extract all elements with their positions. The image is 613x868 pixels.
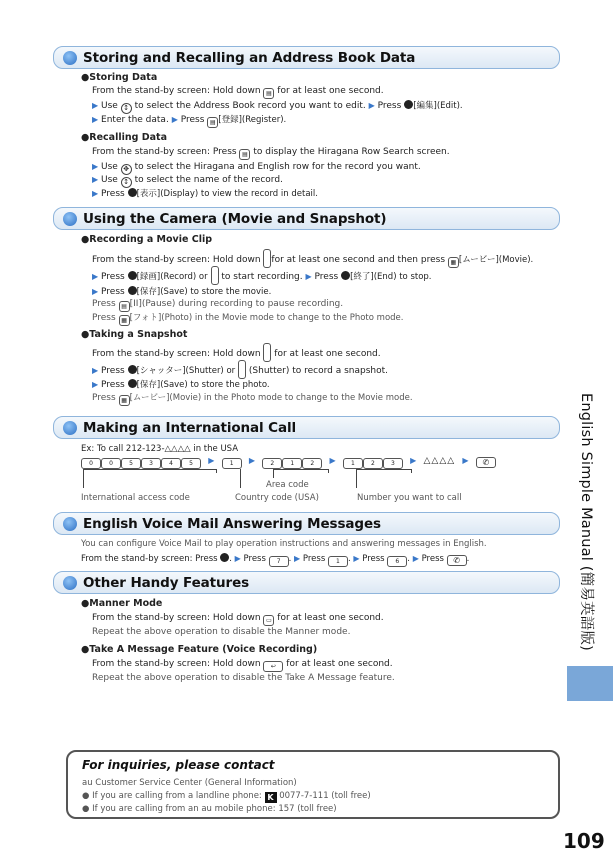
section-title: Using the Camera (Movie and Snapshot) xyxy=(83,210,387,227)
side-label-text: English Simple Manual (簡易英語版) xyxy=(578,393,594,651)
section-title: Making an International Call xyxy=(83,419,297,436)
text: Press xyxy=(101,380,125,390)
side-tab-marker xyxy=(567,666,613,701)
text: From the stand-by screen: Press xyxy=(81,554,218,564)
bracket-line xyxy=(273,469,328,470)
label-country-code: Country code (USA) xyxy=(235,493,319,503)
text: Press xyxy=(302,554,326,564)
text: From the stand-by screen: Hold down xyxy=(92,659,261,669)
bracket-line xyxy=(83,469,84,488)
inquiry-title: For inquiries, please contact xyxy=(82,758,275,772)
text: to start recording. xyxy=(221,272,303,282)
digit-key: 2 xyxy=(363,458,383,469)
text: From the stand-by screen: Hold down xyxy=(92,349,261,359)
digit-key: 1 xyxy=(343,458,363,469)
section-bullet-icon xyxy=(63,51,77,65)
section-title: Other Handy Features xyxy=(83,574,250,591)
manner-heading: ●Manner Mode xyxy=(81,598,163,609)
page-number: 109 xyxy=(563,829,605,853)
text: Press xyxy=(362,554,385,564)
text: Press xyxy=(377,101,402,111)
side-key-icon xyxy=(238,360,246,379)
section-title: English Voice Mail Answering Messages xyxy=(83,515,381,532)
text: for at least one second and then press xyxy=(271,255,446,265)
text: Press xyxy=(92,313,116,323)
text: ● If you are calling from a landline phone: xyxy=(82,791,262,801)
center-key-icon xyxy=(404,100,413,109)
inquiry-mobile: ● If you are calling from an au mobile phone: 157 (toll free) xyxy=(82,804,337,814)
recall-lead xyxy=(92,146,450,160)
camera-key-icon: ▦ xyxy=(119,315,130,326)
arrow-icon: ▶ xyxy=(92,380,99,389)
text: Use xyxy=(101,101,118,111)
bracket-line xyxy=(216,469,217,473)
bracket-line xyxy=(273,469,274,478)
take-message-heading: ●Take A Message Feature (Voice Recording) xyxy=(81,644,318,655)
section-header-intl-call xyxy=(53,416,560,439)
center-key-icon xyxy=(128,379,137,388)
clear-key-icon: ↩ xyxy=(263,661,283,672)
text: Press xyxy=(101,287,125,297)
text: Use xyxy=(101,162,118,172)
center-key-icon xyxy=(341,271,350,280)
text: Press xyxy=(421,554,444,564)
arrow-icon: ▶ xyxy=(92,189,99,198)
arrow-icon: ▶ xyxy=(92,272,99,281)
bracket-line xyxy=(411,469,412,473)
toll-free-logo-icon: K xyxy=(265,792,277,803)
text: [表示](Display) to view the record in detail. xyxy=(136,189,318,199)
text: [II](Pause) during recording to pause recording. xyxy=(129,299,344,309)
storing-lead xyxy=(92,85,384,99)
label-access-code: International access code xyxy=(81,493,190,503)
inquiry-landline xyxy=(82,790,371,803)
arrow-icon: ▶ xyxy=(353,554,360,563)
center-key-icon xyxy=(220,553,229,562)
text: for at least one second. xyxy=(277,613,384,623)
text: Press xyxy=(314,272,339,282)
text: for at least one second. xyxy=(286,659,393,669)
take-message-note: Repeat the above operation to disable the Take A Message feature. xyxy=(92,673,395,683)
movie-step-2 xyxy=(92,285,271,299)
bracket-line xyxy=(328,469,329,473)
digit-key: 4 xyxy=(161,458,181,469)
text: to display the Hiragana Row Search screen. xyxy=(253,147,450,157)
center-key-icon xyxy=(128,365,137,374)
arrow-icon: ▶ xyxy=(208,456,215,465)
section-header-other xyxy=(53,571,560,594)
camera-key-icon: ▦ xyxy=(448,257,459,268)
take-message-lead xyxy=(92,658,393,672)
snapshot-step-2 xyxy=(92,378,270,392)
arrow-icon: ▶ xyxy=(234,554,241,563)
side-key-icon xyxy=(211,266,219,285)
snapshot-step-1 xyxy=(92,360,388,379)
text: Use xyxy=(101,175,118,185)
arrow-icon: ▶ xyxy=(248,456,256,465)
digit-key: 1 xyxy=(328,556,348,567)
label-number: Number you want to call xyxy=(357,493,462,503)
digit-key: 7 xyxy=(269,556,289,567)
text: Enter the data. xyxy=(101,115,169,125)
menu-key-icon: ▤ xyxy=(239,149,250,160)
arrow-icon: ▶ xyxy=(92,366,99,375)
digit-key: 2 xyxy=(302,458,322,469)
text: [保存](Save) to store the photo. xyxy=(136,380,270,390)
digit-key: 1 xyxy=(222,458,242,469)
recall-heading: ●Recalling Data xyxy=(81,132,167,143)
recall-step-3 xyxy=(92,187,318,201)
arrow-icon: ▶ xyxy=(305,272,312,281)
up-down-key-icon: ↕ xyxy=(121,103,132,114)
section-bullet-icon xyxy=(63,576,77,590)
manner-note: Repeat the above operation to disable the Manner mode. xyxy=(92,627,351,637)
text: 0077-7-111 (toll free) xyxy=(279,791,371,801)
text: to select the Hiragana and English row for the record you want. xyxy=(134,162,421,172)
voicemail-steps: From the stand-by screen: Press . ▶ Press 7 . ▶ Press 1 . ▶ Press 6 . ▶ Press ✆ . xyxy=(81,554,470,565)
dial-sequence xyxy=(81,456,496,468)
storing-step-1 xyxy=(92,99,463,114)
text: [フォト](Photo) in the Movie mode to change to the Photo mode. xyxy=(129,313,404,323)
arrow-icon: ▶ xyxy=(412,554,419,563)
digit-key: 2 xyxy=(262,458,282,469)
digit-key: 0 xyxy=(101,458,121,469)
text: From the stand-by screen: Press xyxy=(92,147,237,157)
text: Press xyxy=(101,272,125,282)
menu-key-icon: ▤ xyxy=(263,88,274,99)
text: [ムービー](Movie) in the Photo mode to change to the Movie mode. xyxy=(129,393,413,403)
section-bullet-icon xyxy=(63,421,77,435)
intl-example: Ex: To call 212-123-△△△△ in the USA xyxy=(81,444,239,454)
bracket-line xyxy=(240,469,241,488)
text: [編集](Edit). xyxy=(413,101,463,111)
arrow-icon: ▶ xyxy=(368,101,375,110)
section-header-address-book xyxy=(53,46,560,69)
arrow-icon: ▶ xyxy=(410,456,417,465)
arrow-icon: ▶ xyxy=(171,115,178,124)
center-key-icon xyxy=(128,286,137,295)
digit-key: 1 xyxy=(282,458,302,469)
text: Press xyxy=(101,366,125,376)
section-title: Storing and Recalling an Address Book Data xyxy=(83,49,416,66)
call-key-icon: ✆ xyxy=(476,457,496,468)
digit-key: 3 xyxy=(141,458,161,469)
inquiry-box xyxy=(66,750,560,819)
text: [シャッター](Shutter) or xyxy=(136,366,236,376)
camera-key-icon: ▦ xyxy=(119,395,130,406)
arrow-icon: ▶ xyxy=(294,554,301,563)
label-area-code: Area code xyxy=(266,480,309,490)
digit-key: 5 xyxy=(181,458,201,469)
text: for at least one second. xyxy=(274,349,381,359)
text: to select the Address Book record you want to edit. xyxy=(134,101,366,111)
movie-heading: ●Recording a Movie Clip xyxy=(81,234,213,245)
arrow-icon: ▶ xyxy=(92,162,99,171)
storing-heading: ●Storing Data xyxy=(81,72,158,83)
section-header-camera xyxy=(53,207,560,230)
text: Press xyxy=(101,189,125,199)
movie-note-2 xyxy=(92,312,403,326)
section-bullet-icon xyxy=(63,212,77,226)
arrow-icon: ▶ xyxy=(462,456,469,465)
text: for at least one second. xyxy=(277,86,384,96)
snapshot-note xyxy=(92,392,413,406)
text: [保存](Save) to store the movie. xyxy=(136,287,272,297)
section-bullet-icon xyxy=(63,517,77,531)
manner-key-icon: ▭ xyxy=(263,615,274,626)
arrow-icon: ▶ xyxy=(92,287,99,296)
bracket-line xyxy=(356,469,411,470)
text: [録画](Record) or xyxy=(136,272,208,282)
text: [ムービー](Movie). xyxy=(458,255,534,265)
bracket-line xyxy=(356,469,357,488)
digit-key: 5 xyxy=(121,458,141,469)
text: From the stand-by screen: Hold down xyxy=(92,86,261,96)
text: Press xyxy=(243,554,266,564)
center-key-icon xyxy=(128,271,137,280)
digit-key: 3 xyxy=(383,458,403,469)
arrow-icon: ▶ xyxy=(92,175,99,184)
arrow-icon: ▶ xyxy=(92,101,99,110)
bracket-line xyxy=(83,469,216,470)
movie-note-1 xyxy=(92,298,343,312)
text: [登録](Register). xyxy=(218,115,287,125)
text: [終了](End) to stop. xyxy=(350,272,432,282)
snapshot-heading: ●Taking a Snapshot xyxy=(81,329,188,340)
text: (Shutter) to record a snapshot. xyxy=(248,366,388,376)
menu-key-icon: ▤ xyxy=(207,117,218,128)
four-way-key-icon: ✥ xyxy=(121,164,132,175)
digit-key: 0 xyxy=(81,458,101,469)
number-tail: △△△△ xyxy=(423,456,456,466)
digit-key: 6 xyxy=(387,556,407,567)
call-key-icon: ✆ xyxy=(447,555,467,566)
recall-step-2 xyxy=(92,173,283,188)
text: Press xyxy=(180,115,205,125)
section-header-voicemail xyxy=(53,512,560,535)
storing-step-2 xyxy=(92,113,286,128)
text: to select the name of the record. xyxy=(134,175,283,185)
menu-key-icon: ▤ xyxy=(119,301,130,312)
text: Press xyxy=(92,299,116,309)
text: Press xyxy=(92,393,116,403)
up-down-key-icon: ↕ xyxy=(121,177,132,188)
movie-step-1 xyxy=(92,266,432,285)
center-key-icon xyxy=(128,188,137,197)
manner-lead xyxy=(92,612,384,626)
side-label xyxy=(574,393,606,663)
arrow-icon: ▶ xyxy=(329,456,336,465)
text: From the stand-by screen: Hold down xyxy=(92,255,261,265)
arrow-icon: ▶ xyxy=(92,115,99,124)
text: From the stand-by screen: Hold down xyxy=(92,613,261,623)
inquiry-center: au Customer Service Center (General Information) xyxy=(82,778,297,788)
voicemail-desc: You can configure Voice Mail to play operation instructions and answering messages in English. xyxy=(81,539,487,549)
